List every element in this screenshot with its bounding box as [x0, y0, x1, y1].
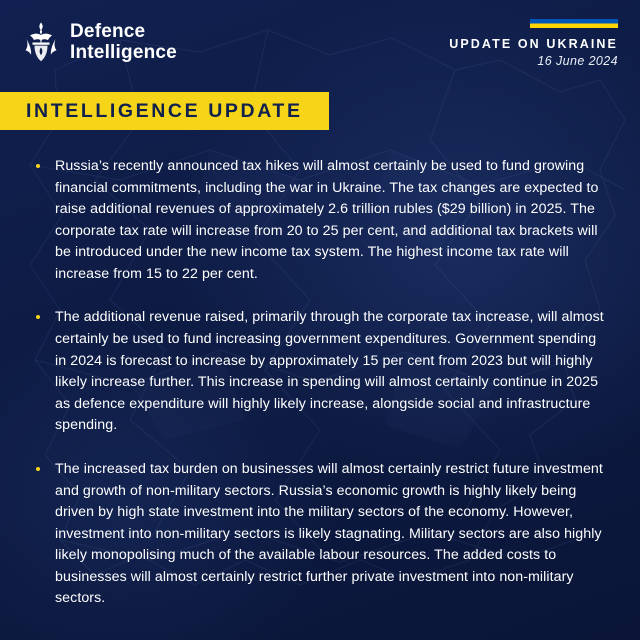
intelligence-update-banner [0, 92, 329, 130]
header [0, 0, 640, 84]
body-content [30, 156, 606, 610]
list-item [30, 459, 606, 610]
update-label: UPDATE ON UKRAINE [449, 36, 618, 51]
brand [24, 21, 177, 64]
bullet-dot-icon [36, 467, 40, 471]
bullet-dot-icon [36, 164, 40, 168]
list-item [30, 307, 606, 436]
update-date: 16 June 2024 [537, 53, 618, 68]
brand-name [70, 21, 177, 64]
bullet-text: The additional revenue raised, primarily through the corporate tax increase, will almost certainly be used to fund increasing government expenditures. Government spending in 2024 is forecast to increase by approximately 15 per cent from 2023 but will highly likely increase further. This increase in spending will almost certainly continue in 2025 as defence expenditure will highly likely increase, alongside social and infrastructure spending. [55, 309, 604, 434]
brand-line-2: Intelligence [70, 42, 177, 63]
bullet-text: The increased tax burden on businesses will almost certainly restrict future investment and growth of non-military sectors. Russia’s economic growth is highly likely being driven by high state investment into the military sectors of the economy. However, investment into non-military sectors is likely stagnating. Military sectors are also highly likely monopolising much of the available labour resources. The added costs to businesses will almost certainly restrict further private investment into non-military sectors. [55, 460, 603, 607]
brand-line-1: Defence [70, 20, 146, 42]
ukraine-flag-icon [530, 19, 618, 28]
bullet-list [30, 156, 606, 610]
banner-title: INTELLIGENCE UPDATE [26, 99, 303, 122]
list-item [30, 156, 606, 285]
bullet-dot-icon [36, 315, 40, 319]
mod-crest-icon [24, 21, 58, 63]
bullet-text: Russia’s recently announced tax hikes will almost certainly be used to fund growing financial commitments, including the war in Ukraine. The tax changes are expected to raise additional revenues of approximately 2.6 trillion rubles ($29 billion) in 2025. The corporate tax rate will increase from 20 to 25 per cent, and additional tax brackets will be introduced under the new income tax system. The highest income tax rate will increase from 15 to 22 per cent. [55, 158, 599, 282]
update-meta [449, 17, 618, 68]
